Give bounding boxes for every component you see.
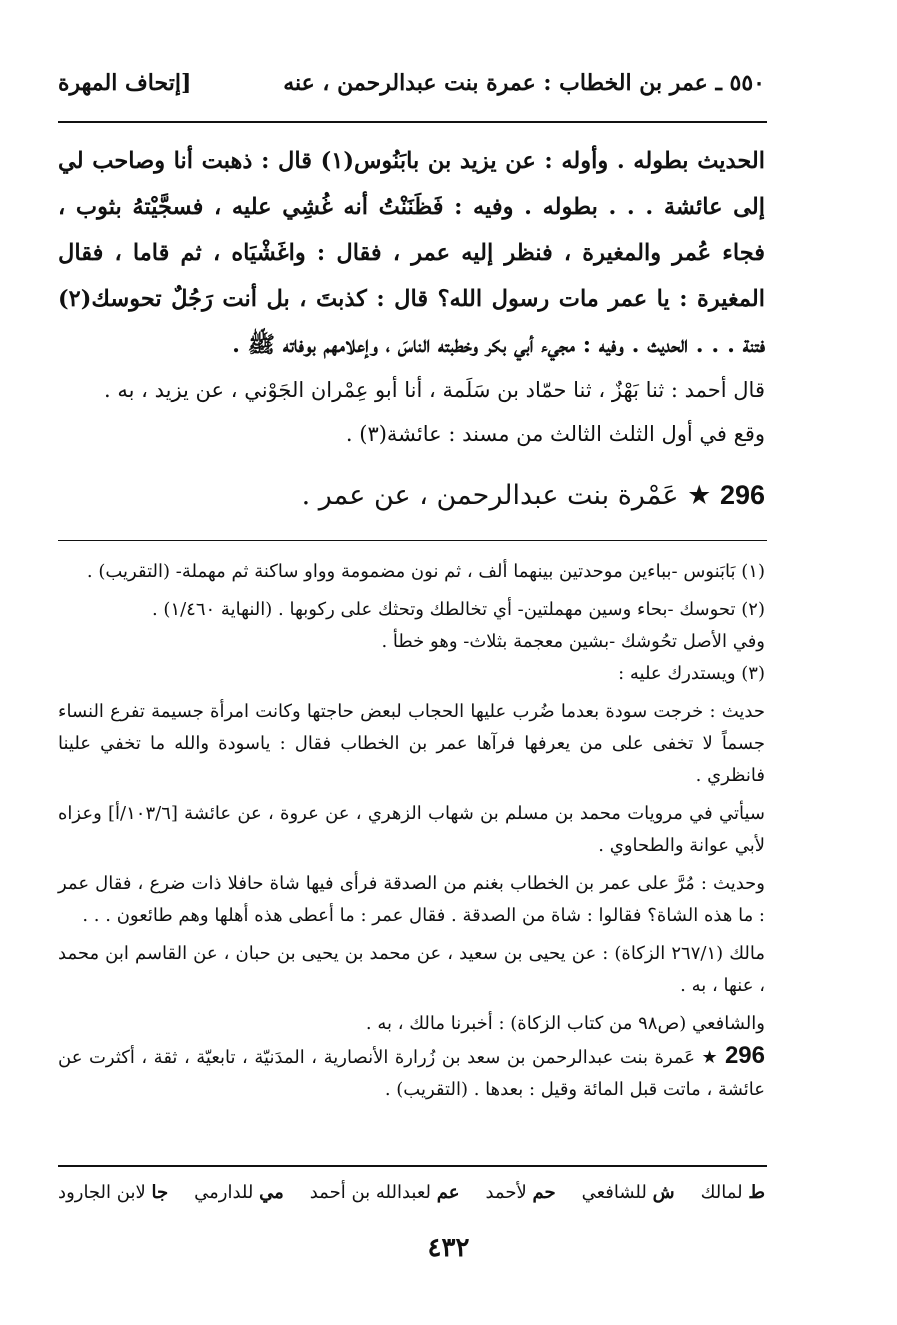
footnote-hadith-sadaqa: وحديث : مُرَّ على عمر بن الخطاب بغنم من الصدقة فرأى فيها شاة حافلا ذات ضرع ، فقال عمر : ما هذه الشاة؟ فقالوا : شاة من الصدقة . فقال عمر : ما أعطى هذه أهلها وهم طائعون . . .: [58, 873, 765, 926]
main-paragraph-location: وقع في أول الثلث الثالث من مسند : عائشة(٣) .: [345, 422, 765, 446]
abbreviation-item: عم لعبدالله بن أحمد: [309, 1182, 460, 1203]
entry-number: 296: [719, 480, 765, 510]
star-icon: ★: [701, 1047, 719, 1068]
footnote-2-continued: وفي الأصل تحُوشك -بشين معجمة بثلاث- وهو خطأ .: [381, 631, 765, 652]
abbreviation-item: حم لأحمد: [485, 1182, 556, 1203]
entry-heading: [58, 470, 765, 521]
footnote-rule: [58, 540, 767, 541]
star-icon: ★: [687, 480, 712, 511]
main-text: [58, 138, 765, 521]
abbreviation-rule: [58, 1165, 767, 1167]
abbreviation-item: جا لابن الجارود: [58, 1182, 169, 1203]
abbreviation-item: ط لمالك: [700, 1182, 765, 1203]
footnote-shafii-source: والشافعي (ص٩٨ من كتاب الزكاة) : أخبرنا مالك ، به .: [365, 1013, 765, 1034]
header-rule: [58, 121, 767, 123]
footnote-1: (١) بَابَنوس -بباءين موحدتين بينهما ألف ، ثم نون مضمومة وواو ساكنة ثم مهملة- (التقريب) .: [86, 561, 765, 582]
footnote-biography: [58, 1040, 765, 1106]
footnote-2: (٢) تحوسك -بحاء وسين مهملتين- أي تخالطك وتحثك على ركوبها . (النهاية ١/٤٦٠) .: [151, 599, 765, 620]
footnote-hadith-sawda: حديث : خرجت سودة بعدما ضُرب عليها الحجاب لبعض حاجتها وكانت امرأة جسيمة تفرع النساء جسماً لا تخفى على من يعرفها فرآها عمر بن الخطاب فقال : ياسودة والله ما تخفي علينا فانظري .: [58, 701, 765, 786]
abbreviation-item: ش للشافعي: [581, 1182, 675, 1203]
biography-number: 296: [724, 1042, 765, 1069]
footnote-malik-source: مالك (٢٦٧/١ الزكاة) : عن يحيى بن سعيد ، عن محمد بن يحيى بن حبان ، عن القاسم ابن محمد ، عنها ، به .: [58, 943, 765, 996]
footnotes: [58, 556, 765, 1106]
page-number: ٤٣٢: [427, 1233, 470, 1263]
abbreviation-key: [58, 1182, 765, 1203]
header-title: ٥٥٠ ـ عمر بن الخطاب : عمرة بنت عبدالرحمن ، عنه: [283, 70, 765, 96]
header-book-name: [إتحاف المهرة: [58, 70, 192, 96]
running-header: [58, 70, 765, 110]
footnote-zuhri-reference: سيأتي في مرويات محمد بن مسلم بن شهاب الزهري ، عن عروة ، عن عائشة [١٠٣/٦/أ] وعزاه لأبي عوانة والطحاوي .: [58, 803, 765, 856]
main-paragraph-isnad: قال أحمد : ثنا بَهْزٌ ، ثنا حمّاد بن سَلَمة ، أنا أبو عِمْران الجَوْني ، عن يزيد ، به .: [104, 378, 765, 402]
main-paragraph-hadith: الحديث بطوله . وأوله : عن يزيد بن بابَنُوس(١) قال : ذهبت أنا وصاحب لي إلى عائشة . . . بطوله . وفيه : فَظَنَنْتُ أنه غُشِي عليه ، فسجَّيْتهُ بثوب ، فجاء عُمر والمغيرة ، فنظر إليه عمر ، فقال : واغَشْيَاه ، ثم قاما ، فقال المغيرة : يا عمر مات رسول الله؟ قال : كذبتَ ، بل أنت رَجُلٌ تحوسك(٢) فتنة . . . الحديث . وفيه : مجيء أبي بكر وخطبته الناسَ ، وإعلامهم بوفاته ﷺ .: [58, 148, 765, 358]
biography-text: عَمرة بنت عبدالرحمن بن سعد بن زُرارة الأنصارية ، المدَنيّة ، تابعيّة ، ثقة ، أكثرت عن عائشة ، ماتت قبل المائة وقيل : بعدها . (التقريب) .: [58, 1047, 765, 1100]
abbreviation-item: مي للدارمي: [194, 1182, 284, 1203]
entry-title: عَمْرة بنت عبدالرحمن ، عن عمر .: [301, 480, 679, 511]
footnote-3: (٣) ويستدرك عليه :: [618, 663, 765, 684]
